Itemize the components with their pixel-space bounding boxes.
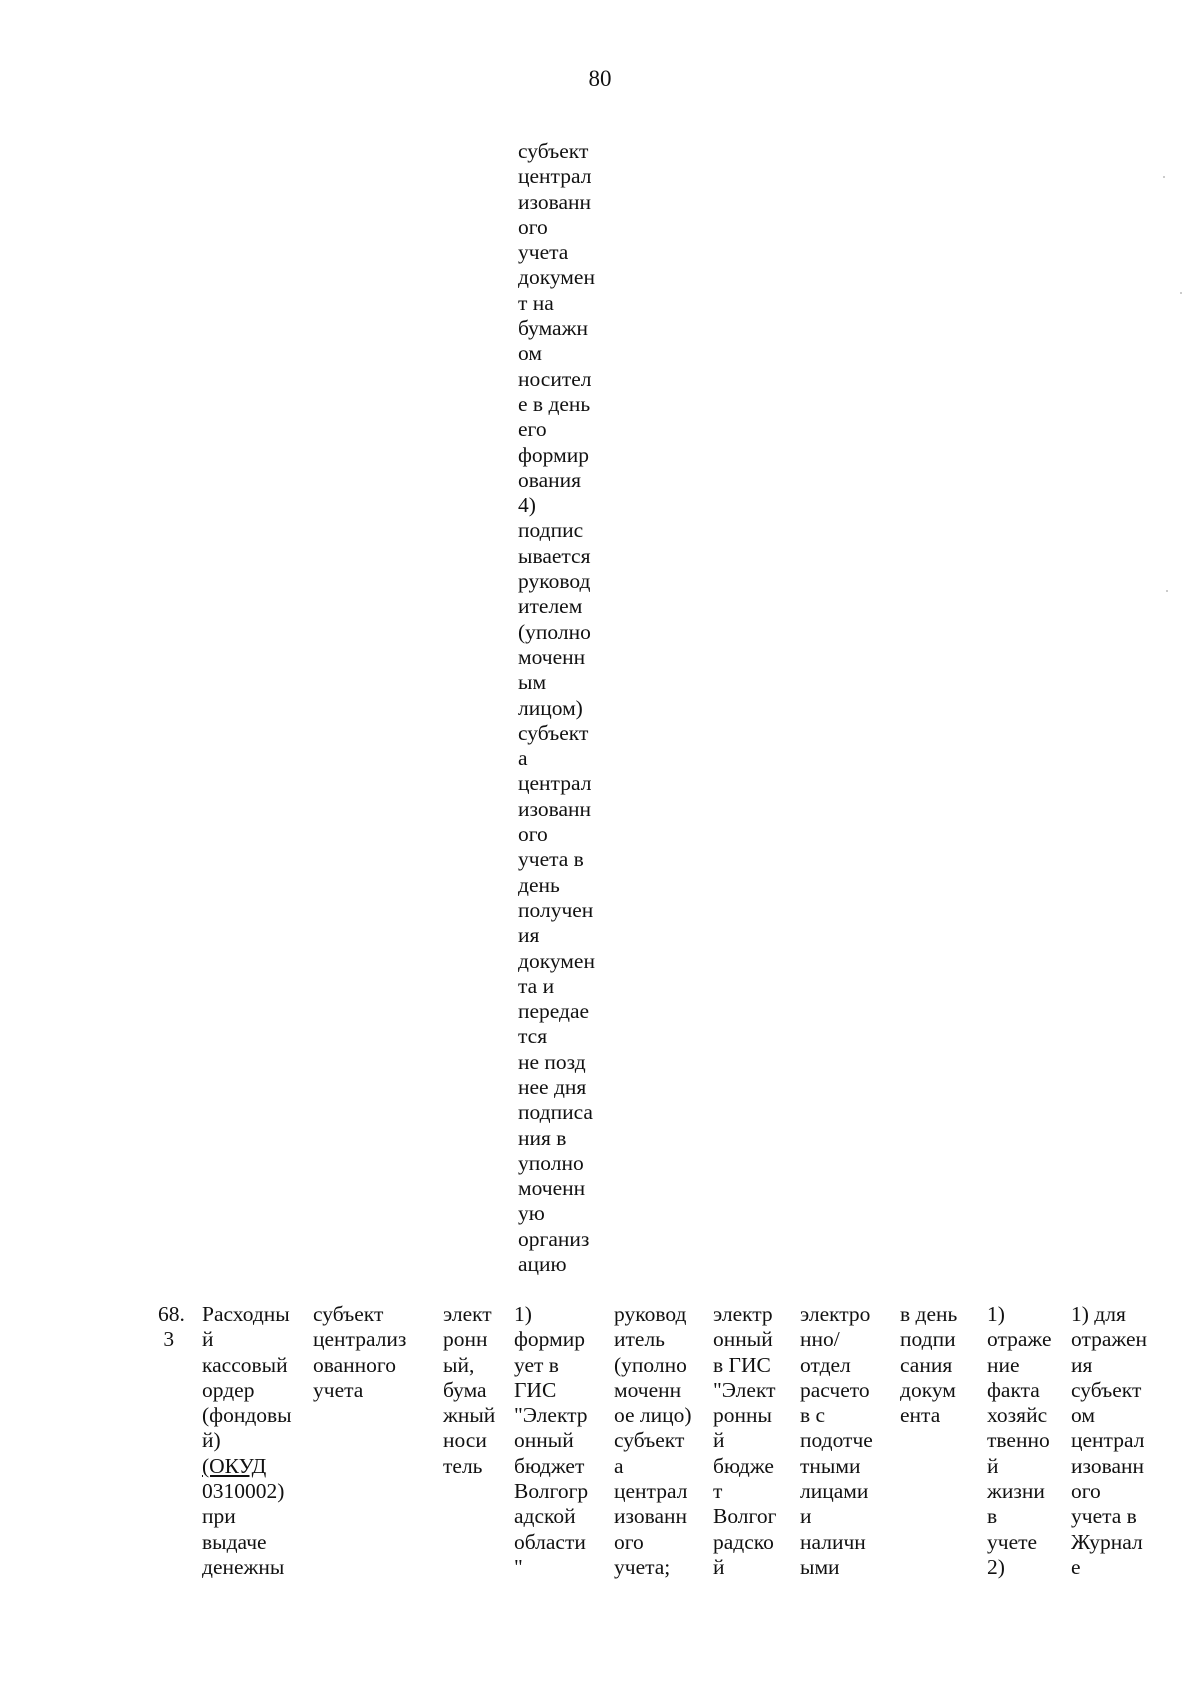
formation-cell: 1) формир ует в ГИС "Электр онный бюджет Волгогр адской области "	[514, 1302, 589, 1579]
page-number: 80	[588, 66, 612, 91]
medium-cell: элект ронн ый, бума жный носи тель	[443, 1302, 496, 1478]
scan-speck	[1166, 590, 1168, 592]
scan-speck	[1163, 176, 1165, 178]
scan-speck	[1180, 292, 1182, 294]
okud-link[interactable]: (ОКУД	[202, 1453, 267, 1478]
purpose-cell: 1) для отражен ия субъект ом централ изованн ого учета в Журнал е	[1071, 1302, 1148, 1579]
document-name-cell	[202, 1302, 292, 1580]
department-cell: электро нно/ отдел расчето в с подотче тными лицами и наличн ыми	[800, 1302, 873, 1579]
row-number: 68. 3	[158, 1302, 185, 1352]
document-name-text-continued: 0310002) при выдаче денежны	[202, 1479, 285, 1579]
deadline-cell: в день подпи сания докум ента	[900, 1302, 958, 1428]
document-name-text: Расходны й кассовый ордер (фондовы й)	[202, 1302, 292, 1453]
reflection-cell: 1) отраже ние факта хозяйс твенно й жизни в учете 2)	[987, 1302, 1052, 1579]
creator-cell: субъект централиз ованного учета	[313, 1302, 407, 1402]
signer-cell: руковод итель (уполно моченн ое лицо) субъект а централ изованн ого учета;	[614, 1302, 692, 1579]
continuation-cell-text: субъект централ изованн ого учета докумен т на бумажн ом носител е в день его формир ования 4) подпис ывается руковод ителем (уполно моченн ым лицом) субъект а централ изованн ого учета в день получен ия докумен та и передае тся не позд нее дня подписа ния в уполно моченн ую организ ацию	[518, 139, 595, 1277]
system-cell: электр онный в ГИС "Элект ронны й бюдже т Волгог радско й	[713, 1302, 777, 1579]
